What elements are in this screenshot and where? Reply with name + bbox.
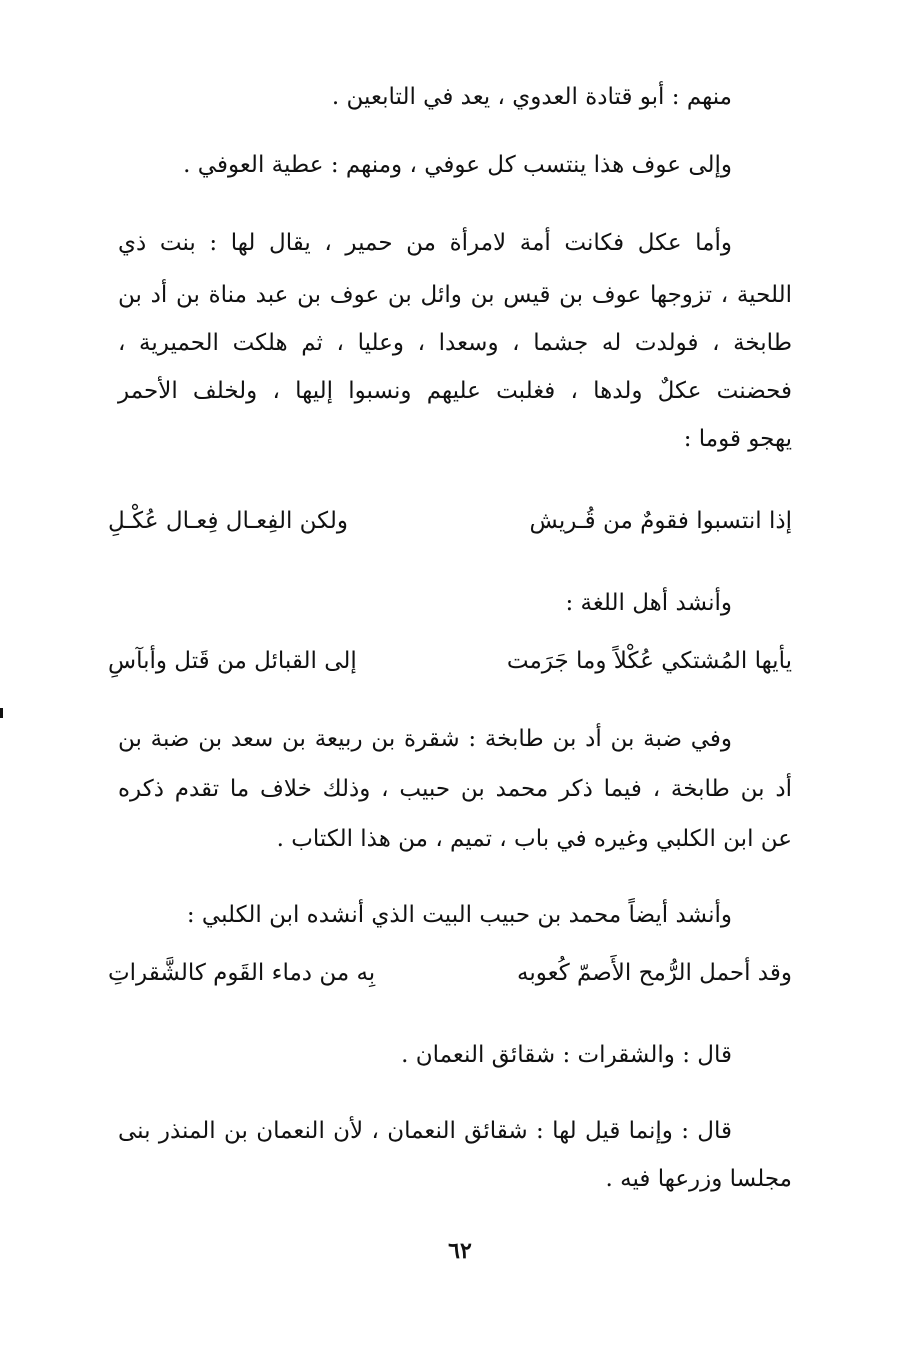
scan-edge-mark bbox=[0, 708, 3, 718]
paragraph-line: منهم : أبو قتادة العدوي ، يعد في التابعين . bbox=[331, 84, 732, 110]
poem-verse bbox=[108, 648, 792, 676]
paragraph-line: وفي ضبة بن أد بن طابخة : شقرة بن ربيعة بن سعد بن ضبة بن bbox=[118, 726, 732, 752]
paragraph-line: وأنشد أيضاً محمد بن حبيب البيت الذي أنشده ابن الكلبي : bbox=[186, 902, 732, 928]
poem-verse bbox=[108, 960, 792, 988]
paragraph-line: قال : وإنما قيل لها : شقائق النعمان ، لأن النعمان بن المنذر بنى bbox=[118, 1118, 732, 1144]
paragraph-line: يهجو قوما : bbox=[683, 426, 792, 452]
paragraph-line: وأما عكل فكانت أمة لامرأة من حمير ، يقال لها : بنت ذي bbox=[118, 230, 732, 256]
verse-first-hemistich: إذا انتسبوا فقومٌ من قُـريش bbox=[529, 508, 792, 534]
verse-second-hemistich: ولكن الفِعـال فِعـال عُكْـلِ bbox=[108, 508, 348, 534]
paragraph-line: فحضنت عكلٌ ولدها ، فغلبت عليهم ونسبوا إليها ، ولخلف الأحمر bbox=[118, 378, 792, 404]
paragraph-line: أد بن طابخة ، فيما ذكر محمد بن حبيب ، وذلك خلاف ما تقدم ذكره bbox=[118, 776, 792, 802]
paragraph-line: اللحية ، تزوجها عوف بن قيس بن وائل بن عوف بن عبد مناة بن أد بن bbox=[118, 282, 792, 308]
paragraph-line: طابخة ، فولدت له جشما ، وسعدا ، وعليا ، ثم هلكت الحميرية ، bbox=[118, 330, 792, 356]
verse-first-hemistich: وقد أحمل الرُّمح الأَصمّ كُعوبه bbox=[516, 960, 792, 986]
paragraph-line: مجلسا وزرعها فيه . bbox=[605, 1166, 792, 1192]
page-number: ٦٢ bbox=[448, 1238, 472, 1264]
paragraph-line: قال : والشقرات : شقائق النعمان . bbox=[401, 1042, 732, 1068]
paragraph-line: وأنشد أهل اللغة : bbox=[565, 590, 732, 616]
verse-second-hemistich: بِه من دماء القَوم كالشَّقراتِ bbox=[108, 960, 376, 986]
paragraph-line: عن ابن الكلبي وغيره في باب ، تميم ، من هذا الكتاب . bbox=[276, 826, 792, 852]
paragraph-line: وإلى عوف هذا ينتسب كل عوفي ، ومنهم : عطية العوفي . bbox=[183, 152, 732, 178]
verse-first-hemistich: يأيها المُشتكي عُكْلاً وما جَرَمت bbox=[506, 648, 792, 674]
poem-verse bbox=[108, 508, 792, 536]
verse-second-hemistich: إلى القبائل من قَتل وأبآسِ bbox=[108, 648, 357, 674]
